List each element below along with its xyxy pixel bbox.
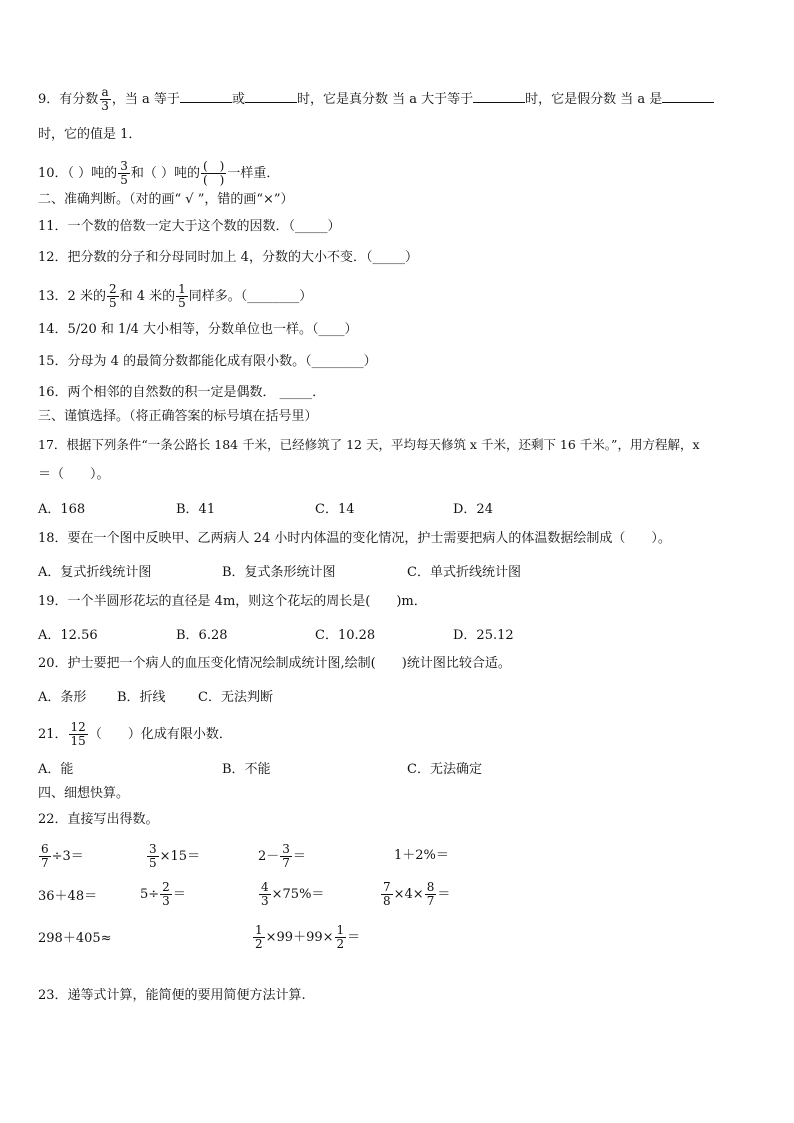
question-22-title: 22．直接写出得数。 — [38, 812, 159, 827]
calc-item: $\frac{7}{8}$ ×4× $\frac{8}{7}$ ＝ — [383, 880, 451, 908]
question-9-number: 9．有分数 — [38, 92, 99, 107]
option-a[interactable]: A．条形 — [38, 690, 87, 705]
option-b[interactable]: B．41 — [176, 502, 216, 517]
question-10-text-2: 和（ ）吨的 — [130, 166, 200, 181]
question-9-line-1 — [38, 86, 714, 113]
question-9-text-1: ，当 a 等于 — [111, 92, 180, 107]
option-a[interactable]: A．12.56 — [38, 628, 98, 643]
calc-item: 36＋48＝ — [38, 889, 98, 904]
calc-item: $\frac{1}{2}$ ×99＋99× $\frac{1}{2}$ ＝ — [255, 923, 361, 951]
option-c[interactable]: C．单式折线统计图 — [407, 565, 521, 580]
option-b[interactable]: B．不能 — [222, 762, 271, 777]
answer-blank[interactable] — [245, 90, 297, 103]
question-13 — [38, 283, 312, 310]
fraction-12-over-15: $\frac{12}{15}$ — [70, 720, 86, 748]
question-12: 12．把分数的分子和分母同时加上 4，分数的大小不变．（_____） — [38, 250, 418, 265]
question-11: 11．一个数的倍数一定大于这个数的因数．（_____） — [38, 219, 341, 234]
question-13-text-2: 和 4 米的 — [119, 289, 176, 304]
fraction-blank[interactable]: $\frac{( )}{( )}$ — [202, 159, 225, 187]
question-13-text-3: 同样多。（________） — [188, 289, 313, 304]
fraction-1-over-5: $\frac{1}{5}$ — [178, 282, 186, 310]
option-d[interactable]: D．24 — [453, 502, 493, 517]
question-10-text-1: 10．（ ）吨的 — [38, 166, 118, 181]
calc-item: 2－ $\frac{3}{7}$ ＝ — [258, 842, 306, 870]
option-a[interactable]: A．能 — [38, 762, 74, 777]
calc-item: 1＋2%＝ — [394, 848, 449, 863]
section-2-heading: 二、准确判断。（对的画“ √ ”，错的画“×”） — [38, 192, 294, 207]
section-3-heading: 三、谨慎选择。（将正确答案的标号填在括号里） — [38, 409, 318, 424]
option-c[interactable]: C．无法判断 — [198, 690, 273, 705]
option-c[interactable]: C．无法确定 — [407, 762, 482, 777]
question-9-text-2: 或 — [231, 92, 245, 107]
question-23: 23．递等式计算，能简便的要用简便方法计算. — [38, 988, 306, 1003]
option-b[interactable]: B．折线 — [117, 690, 166, 705]
question-17-line-1: 17．根据下列条件“一条公路长 184 千米，已经修筑了 12 天，平均每天修筑 x 千米，还剩下 16 千米。”，用方程解，x — [38, 437, 700, 452]
question-9-text-3: 时，它是真分数 当 a 大于等于 — [296, 92, 474, 107]
question-10-text-3: 一样重． — [227, 166, 280, 181]
question-21-text: （ ）化成有限小数． — [88, 727, 232, 742]
question-10 — [38, 160, 279, 187]
option-a[interactable]: A．复式折线统计图 — [38, 565, 152, 580]
answer-blank[interactable] — [473, 90, 525, 103]
option-a[interactable]: A．168 — [38, 502, 86, 517]
option-b[interactable]: B．复式条形统计图 — [222, 565, 336, 580]
question-20: 20．护士要把一个病人的血压变化情况绘制成统计图,绘制( )统计图比较合适。 — [38, 656, 511, 671]
option-d[interactable]: D．25.12 — [453, 628, 514, 643]
question-9-line-2: 时，它的值是 1． — [38, 127, 142, 142]
fraction-3-over-5: $\frac{3}{5}$ — [120, 159, 128, 187]
option-c[interactable]: C．14 — [315, 502, 355, 517]
fraction-a-over-3: $\frac{a}{3}$ — [101, 85, 109, 113]
calc-item: $\frac{6}{7}$ ÷3＝ — [41, 842, 84, 870]
section-4-heading: 四、细想快算。 — [38, 786, 130, 801]
calc-item: 298＋405≈ — [38, 931, 112, 946]
question-19: 19．一个半圆形花坛的直径是 4m，则这个花坛的周长是( )m． — [38, 594, 427, 609]
question-9-text-4: 时，它是假分数 当 a 是 — [525, 92, 663, 107]
question-18: 18．要在一个图中反映甲、乙两病人 24 小时内体温的变化情况，护士需要把病人的体温数据绘制成（ ）。 — [38, 531, 671, 546]
question-15: 15．分母为 4 的最简分数都能化成有限小数。（________） — [38, 354, 377, 369]
calc-item: 5÷ $\frac{2}{3}$ ＝ — [140, 880, 186, 908]
question-17-line-2: ＝（ ）。 — [38, 467, 110, 482]
option-c[interactable]: C．10.28 — [315, 628, 376, 643]
question-14: 14．5/20 和 1/4 大小相等，分数单位也一样。（____） — [38, 322, 358, 337]
question-21 — [38, 721, 232, 748]
question-16: 16．两个相邻的自然数的积一定是偶数． _____． — [38, 385, 326, 400]
fraction-2-over-5: $\frac{2}{5}$ — [108, 282, 117, 310]
option-b[interactable]: B．6.28 — [176, 628, 228, 643]
question-21-number: 21． — [38, 727, 68, 742]
answer-blank[interactable] — [180, 90, 232, 103]
answer-blank[interactable] — [662, 90, 714, 103]
question-13-text-1: 13．2 米的 — [38, 289, 106, 304]
calc-item: $\frac{4}{3}$ ×75%＝ — [261, 880, 325, 908]
calc-item: $\frac{3}{5}$ ×15＝ — [149, 842, 201, 870]
